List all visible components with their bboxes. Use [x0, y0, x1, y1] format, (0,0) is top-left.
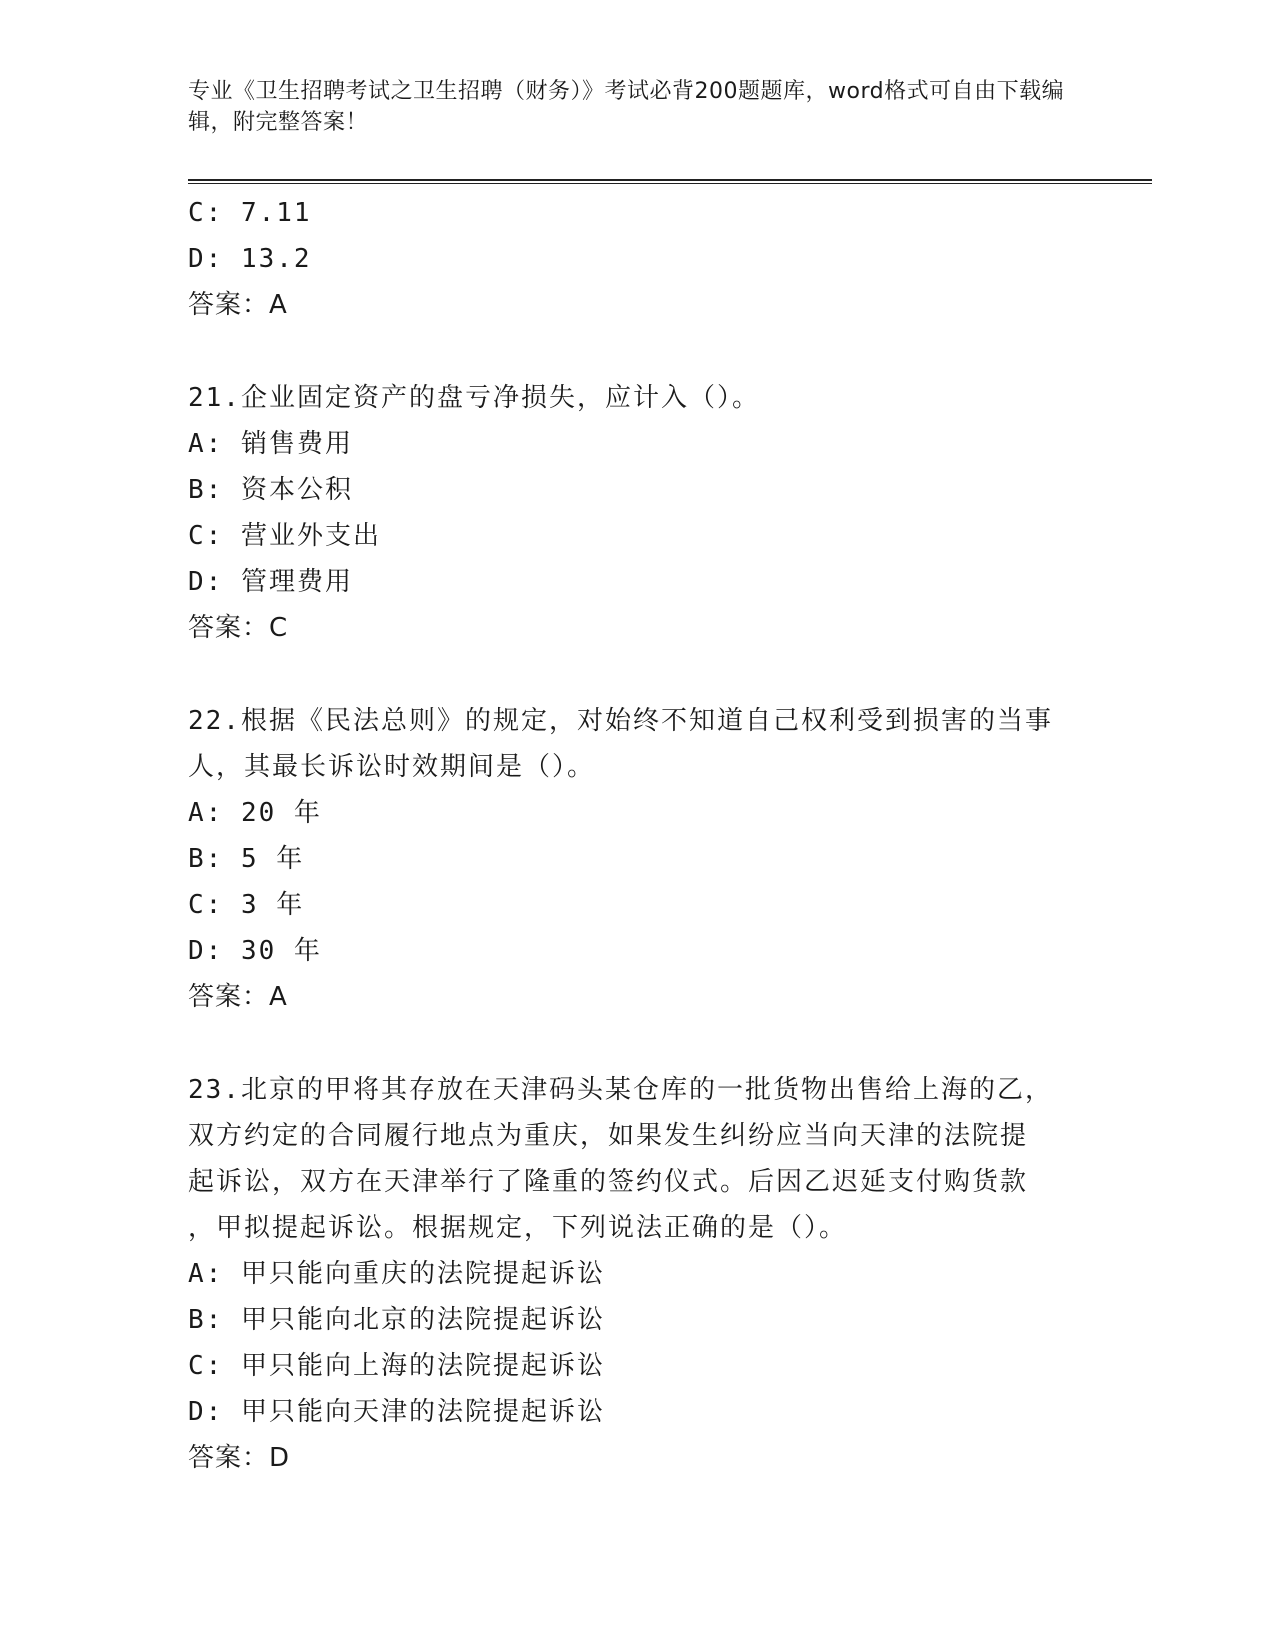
option-separator: : [205, 890, 241, 920]
option-separator: : [205, 1305, 241, 1335]
answer-line: 答案：D [188, 1443, 291, 1473]
option-text: 甲只能向上海的法院提起诉讼 [240, 1351, 605, 1381]
option-text: 13.2 [240, 244, 312, 274]
option-separator: : [205, 1397, 241, 1427]
option-letter: A [188, 798, 206, 828]
option-separator: : [205, 1259, 241, 1289]
option-line [188, 190, 1088, 236]
option-letter: C [188, 521, 206, 551]
option-text: 甲只能向北京的法院提起诉讼 [240, 1305, 605, 1335]
option-letter: D [188, 244, 206, 274]
option-letter: D [188, 936, 206, 966]
option-text: 3 年 [240, 890, 305, 920]
option-text: 20 年 [240, 798, 322, 828]
option-letter: D [188, 567, 206, 597]
option-letter: B [188, 1305, 206, 1335]
option-line [188, 513, 1088, 559]
option-separator: : [205, 198, 241, 228]
option-letter: B [188, 475, 206, 505]
option-letter: C [188, 890, 206, 920]
option-text: 5 年 [240, 844, 305, 874]
question-stem-line: 起诉讼，双方在天津举行了隆重的签约仪式。后因乙迟延支付购货款 [188, 1167, 1029, 1197]
option-separator: : [205, 244, 241, 274]
header-divider-thin [188, 183, 1152, 184]
option-letter: C [188, 1351, 206, 1381]
spacer [188, 651, 1088, 698]
option-line [188, 836, 1088, 882]
option-separator: : [205, 567, 241, 597]
option-separator: : [205, 1351, 241, 1381]
option-line [188, 1251, 1088, 1297]
question-stem-line: 22.根据《民法总则》的规定，对始终不知道自己权利受到损害的当事 [188, 706, 1053, 736]
option-text: 资本公积 [240, 475, 353, 505]
option-line [188, 467, 1088, 513]
option-letter: D [188, 1397, 206, 1427]
answer-line: 答案：A [188, 290, 288, 320]
option-separator: : [205, 798, 241, 828]
option-line [188, 928, 1088, 974]
option-text: 管理费用 [240, 567, 353, 597]
option-letter: A [188, 1259, 206, 1289]
option-text: 销售费用 [240, 429, 353, 459]
spacer [188, 328, 1088, 375]
question-stem: 21.企业固定资产的盘亏净损失，应计入（）。 [188, 383, 760, 413]
question-stem-line: 双方约定的合同履行地点为重庆，如果发生纠纷应当向天津的法院提 [188, 1121, 1029, 1151]
document-header: 专业《卫生招聘考试之卫生招聘（财务）》考试必背200题题库，word格式可自由下载编辑，附完整答案！ [188, 79, 1065, 135]
option-line [188, 882, 1088, 928]
option-line [188, 790, 1088, 836]
option-letter: A [188, 429, 206, 459]
option-line [188, 236, 1088, 282]
option-text: 30 年 [240, 936, 322, 966]
option-text: 甲只能向天津的法院提起诉讼 [240, 1397, 605, 1427]
option-line [188, 421, 1088, 467]
option-text: 7.11 [240, 198, 312, 228]
option-text: 甲只能向重庆的法院提起诉讼 [240, 1259, 605, 1289]
question-stem-line: 人，其最长诉讼时效期间是（）。 [188, 752, 596, 782]
question-stem-line: 23.北京的甲将其存放在天津码头某仓库的一批货物出售给上海的乙， [188, 1075, 1053, 1105]
option-letter: C [188, 198, 206, 228]
option-text: 营业外支出 [240, 521, 381, 551]
question-list [188, 190, 1088, 1481]
option-separator: : [205, 429, 241, 459]
spacer [188, 1020, 1088, 1067]
option-line [188, 1389, 1088, 1435]
option-line [188, 1343, 1088, 1389]
option-separator: : [205, 521, 241, 551]
option-separator: : [205, 936, 241, 966]
option-letter: B [188, 844, 206, 874]
option-separator: : [205, 475, 241, 505]
answer-line: 答案：A [188, 982, 288, 1012]
option-separator: : [205, 844, 241, 874]
option-line [188, 1297, 1088, 1343]
header-divider [188, 179, 1152, 181]
option-line [188, 559, 1088, 605]
question-stem-line: ，甲拟提起诉讼。根据规定，下列说法正确的是（）。 [188, 1213, 848, 1243]
answer-line: 答案：C [188, 613, 289, 643]
